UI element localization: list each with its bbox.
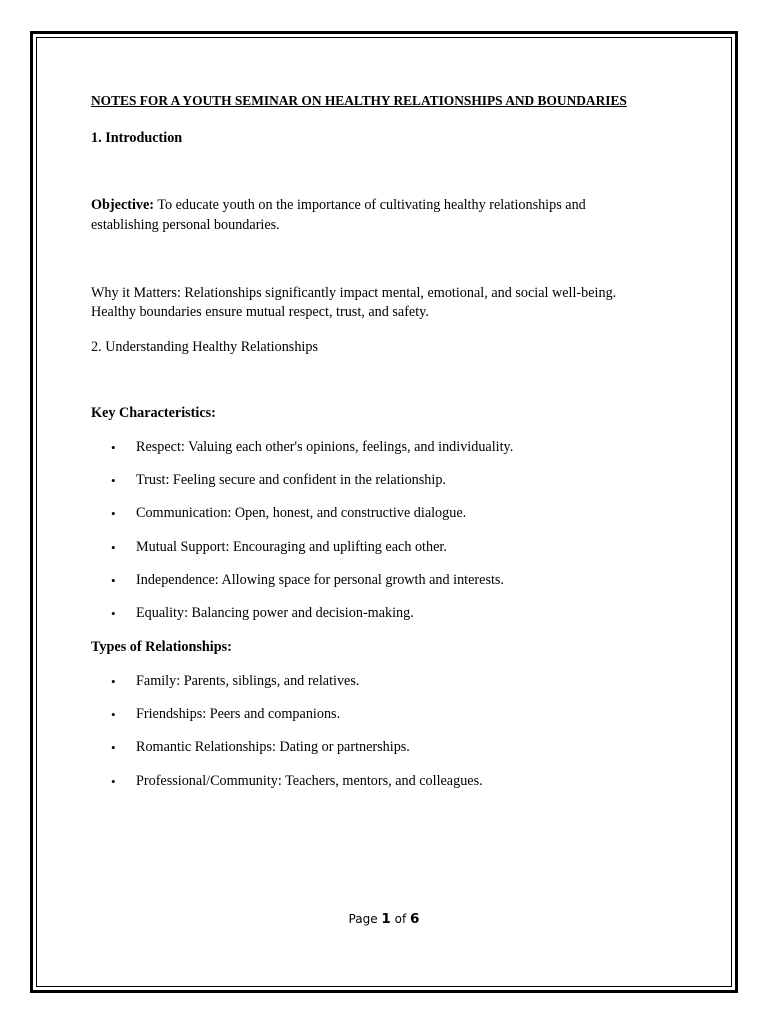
document-title: NOTES FOR A YOUTH SEMINAR ON HEALTHY RELATIONSHIPS AND BOUNDARIES bbox=[91, 93, 627, 108]
types-of-relationships-heading: Types of Relationships: bbox=[91, 639, 232, 655]
bullet-icon: • bbox=[111, 540, 116, 555]
bullet-icon: • bbox=[111, 674, 116, 689]
why-it-matters-line-2: Healthy boundaries ensure mutual respect, trust, and safety. bbox=[91, 304, 429, 320]
of-word: of bbox=[390, 912, 411, 926]
list-item-text: Trust: Feeling secure and confident in the relationship. bbox=[136, 472, 446, 488]
objective-paragraph bbox=[91, 196, 656, 235]
bullet-icon: • bbox=[111, 740, 116, 755]
section-heading-introduction: 1. Introduction bbox=[91, 130, 183, 146]
page-footer bbox=[0, 911, 768, 927]
bullet-icon: • bbox=[111, 573, 116, 588]
objective-label: Objective: bbox=[91, 197, 155, 213]
list-item-text: Mutual Support: Encouraging and uplifting each other. bbox=[136, 539, 447, 555]
list-item-text: Independence: Allowing space for personal growth and interests. bbox=[136, 572, 504, 588]
list-item-text: Romantic Relationships: Dating or partnerships. bbox=[136, 739, 410, 755]
page-word: Page bbox=[348, 912, 382, 926]
bullet-icon: • bbox=[111, 506, 116, 521]
bullet-icon: • bbox=[111, 440, 116, 455]
bullet-icon: • bbox=[111, 606, 116, 621]
list-item-text: Respect: Valuing each other's opinions, feelings, and individuality. bbox=[136, 439, 514, 455]
key-characteristics-heading: Key Characteristics: bbox=[91, 405, 216, 421]
page-total: 6 bbox=[410, 911, 420, 927]
list-item-text: Professional/Community: Teachers, mentors, and colleagues. bbox=[136, 773, 483, 789]
bullet-icon: • bbox=[111, 473, 116, 488]
list-item-text: Friendships: Peers and companions. bbox=[136, 706, 341, 722]
objective-text: To educate youth on the importance of cultivating healthy relationships and establishing personal boundaries. bbox=[91, 197, 586, 233]
page-number: 1 bbox=[381, 911, 391, 927]
bullet-icon: • bbox=[111, 774, 116, 789]
bullet-icon: • bbox=[111, 707, 116, 722]
list-item-text: Communication: Open, honest, and constructive dialogue. bbox=[136, 505, 467, 521]
section-heading-understanding: 2. Understanding Healthy Relationships bbox=[91, 339, 318, 355]
list-item-text: Family: Parents, siblings, and relatives. bbox=[136, 673, 360, 689]
why-it-matters-line-1: Why it Matters: Relationships significantly impact mental, emotional, and social well-being. bbox=[91, 285, 617, 301]
list-item-text: Equality: Balancing power and decision-making. bbox=[136, 605, 414, 621]
